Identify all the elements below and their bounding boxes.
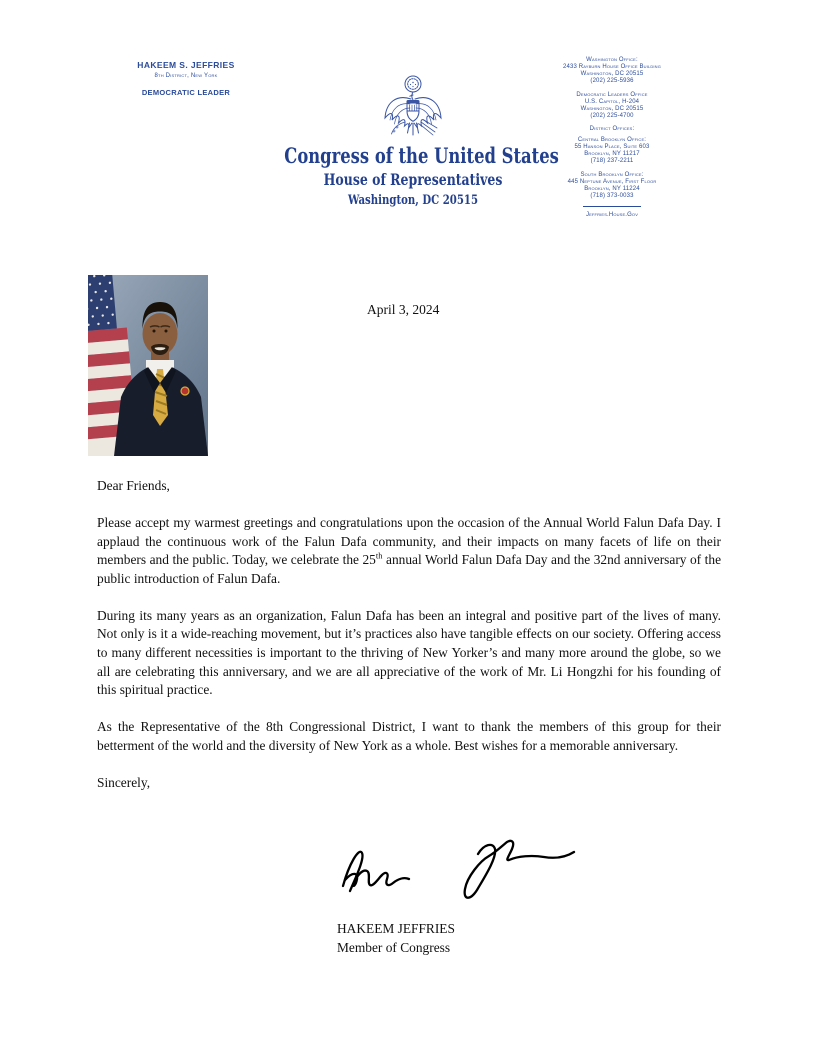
letterhead-offices-block <box>532 57 692 219</box>
office-line: 445 Neptune Avenue, First Floor <box>567 178 657 185</box>
office-washington <box>532 57 692 85</box>
office-heading: South Brooklyn Office: <box>580 171 644 178</box>
district-offices-heading: District Offices: <box>589 126 635 132</box>
office-line: (202) 225-5936 <box>590 78 634 84</box>
paragraph-3: As the Representative of the 8th Congressional District, I want to thank the members of this group for their betterment of the world and the diversity of New York as a whole. Best wishes for a memorable anniversary. <box>97 719 721 753</box>
great-seal-eagle-icon <box>383 75 443 141</box>
superscript-th: th <box>375 550 383 561</box>
letterhead-member-block <box>126 60 246 97</box>
office-line: Washington, DC 20515 <box>580 105 644 112</box>
office-line: Brooklyn, NY 11217 <box>584 151 640 157</box>
office-leaders <box>532 92 692 120</box>
portrait-photo <box>88 275 208 456</box>
member-title: DEMOCRATIC LEADER <box>141 87 231 97</box>
office-central-brooklyn <box>532 137 692 165</box>
letterhead-center-block <box>248 75 578 208</box>
office-line: (718) 373-0033 <box>590 192 634 199</box>
house-title: House of Representatives <box>323 170 503 189</box>
office-line: U.S. Capitol, H-204 <box>584 98 640 105</box>
office-heading: Central Brooklyn Office: <box>577 137 647 143</box>
office-line: 55 Hanson Place, Suite 603 <box>574 144 650 150</box>
closing: Sincerely, <box>97 774 151 790</box>
member-district: 8th District, New York <box>154 72 218 79</box>
paragraph-1: Please accept my warmest greetings and congratulations upon the occasion of the Annual World Falun Dafa Day. I applaud the continuous work of the Falun Dafa community, and their impacts on many facets of life on their members and the public. Today, we celebrate the 25th annual World Falun Dafa Day and the 32nd anniversary of the public introduction of Falun Dafa. <box>97 514 722 586</box>
letter-date: April 3, 2024 <box>367 302 440 317</box>
website-text: Jeffries.House.Gov <box>585 212 639 218</box>
salutation: Dear Friends, <box>97 478 170 493</box>
signature-block <box>337 920 455 957</box>
office-line: 2433 Rayburn House Office Building <box>563 64 661 70</box>
signer-name: HAKEEM JEFFRIES <box>337 921 455 936</box>
office-line: Washington, DC 20515 <box>580 71 644 77</box>
office-line: Brooklyn, NY 11224 <box>584 185 640 192</box>
handwritten-signature <box>330 834 580 909</box>
congress-title: Congress of the United States <box>284 143 559 168</box>
letter-body <box>97 477 721 811</box>
office-heading: Washington Office: <box>586 57 638 63</box>
washington-title: Washington, DC 20515 <box>347 193 479 208</box>
divider-line <box>583 206 641 207</box>
office-south-brooklyn <box>532 172 692 200</box>
office-heading: Democratic Leaders Office <box>576 91 648 98</box>
office-line: (202) 225-4700 <box>590 112 634 119</box>
member-name: HAKEEM S. JEFFRIES <box>137 60 235 70</box>
office-line: (718) 237-2211 <box>590 158 634 164</box>
paragraph-2: During its many years as an organization, Falun Dafa has been an integral and positive part of the lives of many. Not only is it a wide-reaching movement, but it’s practices also have tangible effects on our society. Offering access to many different necessities is important to the thriving of New Yorker’s and many more around the globe, so we all are celebrating this anniversary, and we are all appreciative of the work of Mr. Li Hongzhi for his founding of this spiritual practice. <box>97 607 721 698</box>
signer-title: Member of Congress <box>337 939 451 955</box>
